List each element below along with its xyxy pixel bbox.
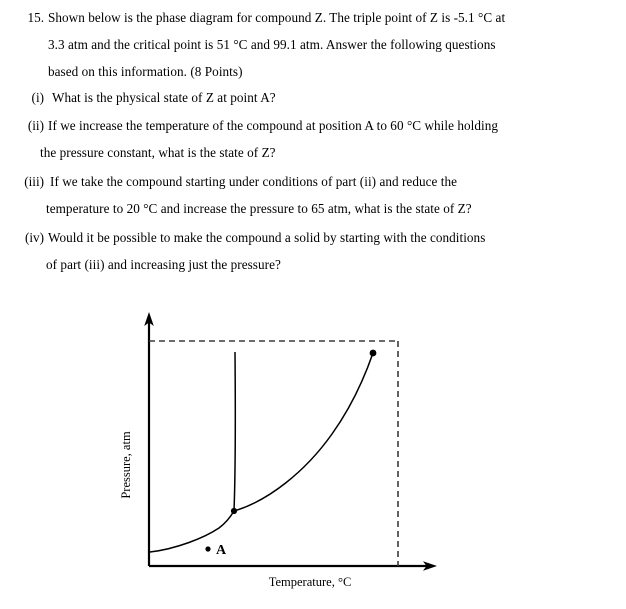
x-axis-title: Temperature, °C [268, 575, 352, 589]
point-a-dot [205, 546, 210, 551]
question-stem-line-2: 3.3 atm and the critical point is 51 °C and 99.1 atm. Answer the following questions [48, 37, 496, 52]
part-iii-line-2: temperature to 20 °C and increase the pressure to 65 atm, what is the state of Z? [46, 201, 472, 216]
question-stem-line-1: Shown below is the phase diagram for compound Z. The triple point of Z is -5.1 °C at [48, 10, 506, 25]
fusion-curve [234, 352, 235, 511]
part-marker-ii: (ii) [27, 118, 44, 133]
marked-points [205, 350, 376, 558]
part-ii-line-2: the pressure constant, what is the state of Z? [40, 145, 276, 160]
triple-point-dot [231, 508, 237, 514]
phase-boundaries [150, 352, 373, 552]
part-iv-line-2: of part (iii) and increasing just the pressure? [46, 257, 281, 272]
question-stem-line-3: based on this information. (8 Points) [48, 64, 243, 79]
phase-diagram-svg [100, 300, 460, 600]
part-marker-iv: (iv) [24, 230, 44, 245]
part-marker-i: (i) [31, 90, 44, 105]
part-ii-line-1: If we increase the temperature of the compound at position A to 60 °C while holding [48, 118, 498, 133]
point-a-label: A [216, 543, 227, 558]
question-number: 15. [27, 10, 44, 25]
vaporization-curve [234, 353, 373, 511]
part-i-line-1: What is the physical state of Z at point A? [52, 90, 276, 105]
phase-diagram [100, 300, 460, 600]
y-axis-title: Pressure, atm [119, 431, 133, 499]
part-iv-line-1: Would it be possible to make the compound a solid by starting with the conditions [48, 230, 486, 245]
critical-point-dot [370, 350, 377, 357]
part-marker-iii: (iii) [24, 174, 44, 189]
critical-guides [149, 341, 398, 566]
part-iii-line-1: If we take the compound starting under conditions of part (ii) and reduce the [50, 174, 458, 189]
diagram-axes [144, 312, 437, 571]
